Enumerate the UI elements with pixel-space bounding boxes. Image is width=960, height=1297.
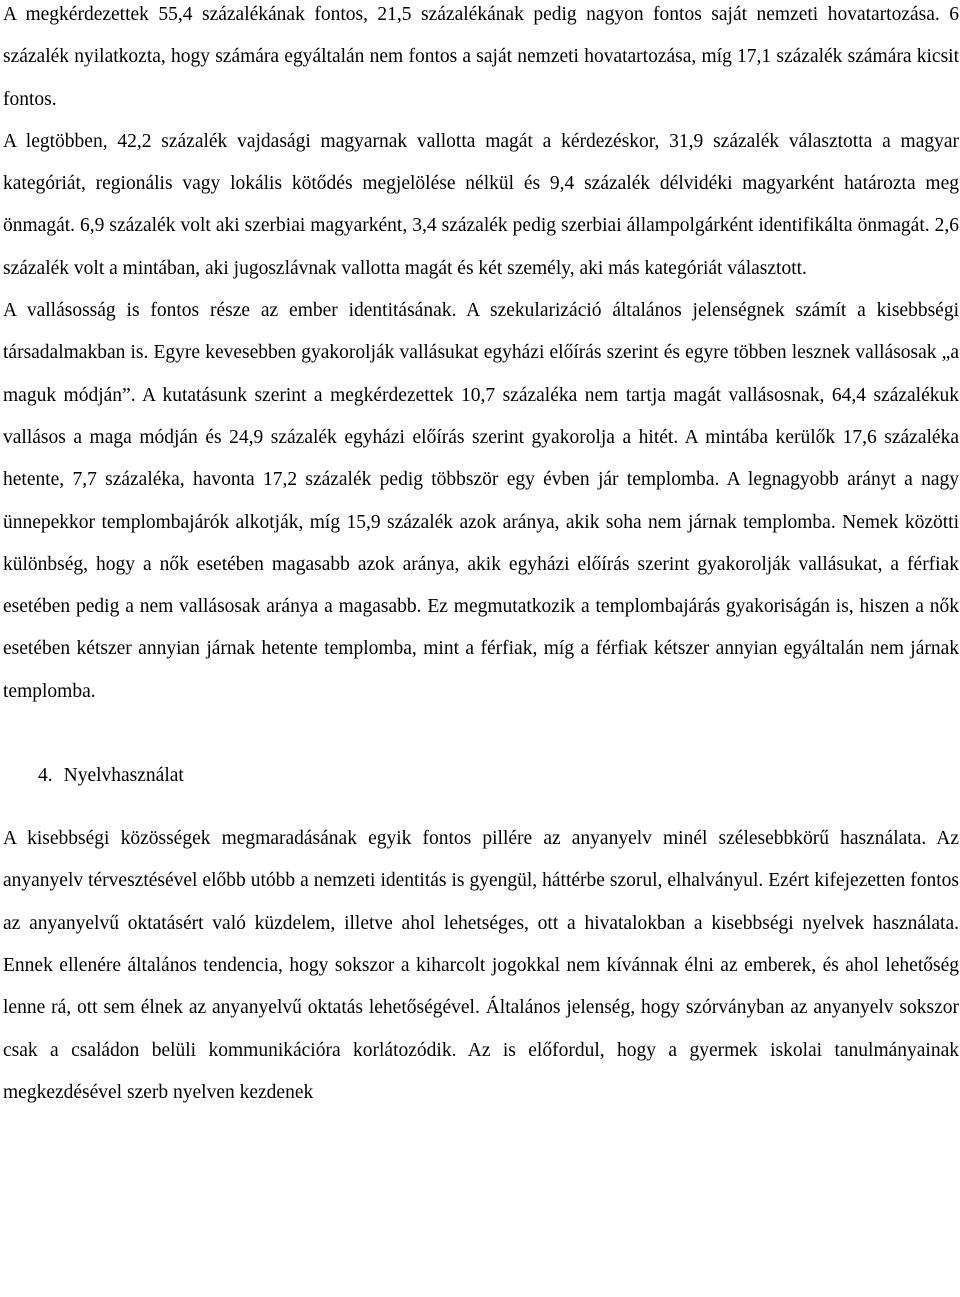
paragraph-religiosity: A vallásosság is fontos része az ember identitásának. A szekularizáció általános jelenségnek számít a kisebbségi társadalmakban is. Egyre kevesebben gyakorolják vallásukat egyházi előírás szerint és egyre többen lesznek vallásosak „a maguk módján”. A kutatásunk szerint a megkérdezettek 10,7 százaléka nem tartja magát vallásosnak, 64,4 százalékuk vallásos a maga módján és 24,9 százalék egyházi előírás szerint gyakorolja a hitét. A mintába kerülők 17,6 százaléka hetente, 7,7 százaléka, havonta 17,2 százalék pedig többször egy évben jár templomba. A legnagyobb arányt a nagy ünnepekkor templombajárók alkotják, míg 15,9 százalék azok aránya, akik soha nem járnak templomba. Nemek közötti különbség, hogy a nők esetében magasabb azok aránya, akik egyházi előírás szerint gyakorolják vallásukat, a férfiak esetében pedig a nem vallásosak aránya a magasabb. Ez megmutatkozik a templombajárás gyakoriságán is, hiszen a nők esetében kétszer annyian járnak hetente templomba, mint a férfiak, míg a férfiak kétszer annyian egyáltalán nem járnak templomba. [3, 300, 959, 702]
section-number: 4. [38, 765, 53, 787]
paragraph-self-identification: A legtöbben, 42,2 százalék vajdasági magyarnak vallotta magát a kérdezéskor, 31,9 százalék választotta a magyar kategóriát, regionális vagy lokális kötődés megjelölése nélkül és 9,4 százalék délvidéki magyarként határozta meg önmagát. 6,9 százalék volt aki szerbiai magyarként, 3,4 százalék pedig szerbiai állampolgárként identifikálta önmagát. 2,6 százalék volt a mintában, aki jugoszlávnak vallotta magát és két személy, aki más kategóriát választott. [3, 130, 959, 279]
paragraph-language-use: A kisebbségi közösségek megmaradásának egyik fontos pillére az anyanyelv minél szélesebbkörű használata. Az anyanyelv térvesztésével előbb utóbb a nemzeti identitás is gyengül, háttérbe szorul, elhalványul. Ezért kifejezetten fontos az anyanyelvű oktatásért való küzdelem, illetve ahol lehetséges, ott a hivatalokban a kisebbségi nyelvek használata. Ennek ellenére általános tendencia, hogy sokszor a kiharcolt jogokkal nem kívánnak élni az emberek, és ahol lehetőség lenne rá, ott sem élnek az anyanyelvű oktatás lehetőségével. Általános jelenség, hogy szórványban az anyanyelv sokszor csak a családon belüli kommunikációra korlátozódik. Az is előfordul, hogy a gyermek iskolai tanulmányainak megkezdésével szerb nyelven kezdenek [3, 828, 959, 1103]
section-heading [3, 755, 959, 797]
section-spacer [3, 713, 959, 755]
paragraph-national-identity: A megkérdezettek 55,4 százalékának fontos, 21,5 százalékának pedig nagyon fontos saját nemzeti hovatartozása. 6 százalék nyilatkozta, hogy számára egyáltalán nem fontos a saját nemzeti hovatartozása, míg 17,1 százalék számára kicsit fontos. [3, 4, 959, 110]
section-title: Nyelvhasználat [63, 765, 184, 787]
